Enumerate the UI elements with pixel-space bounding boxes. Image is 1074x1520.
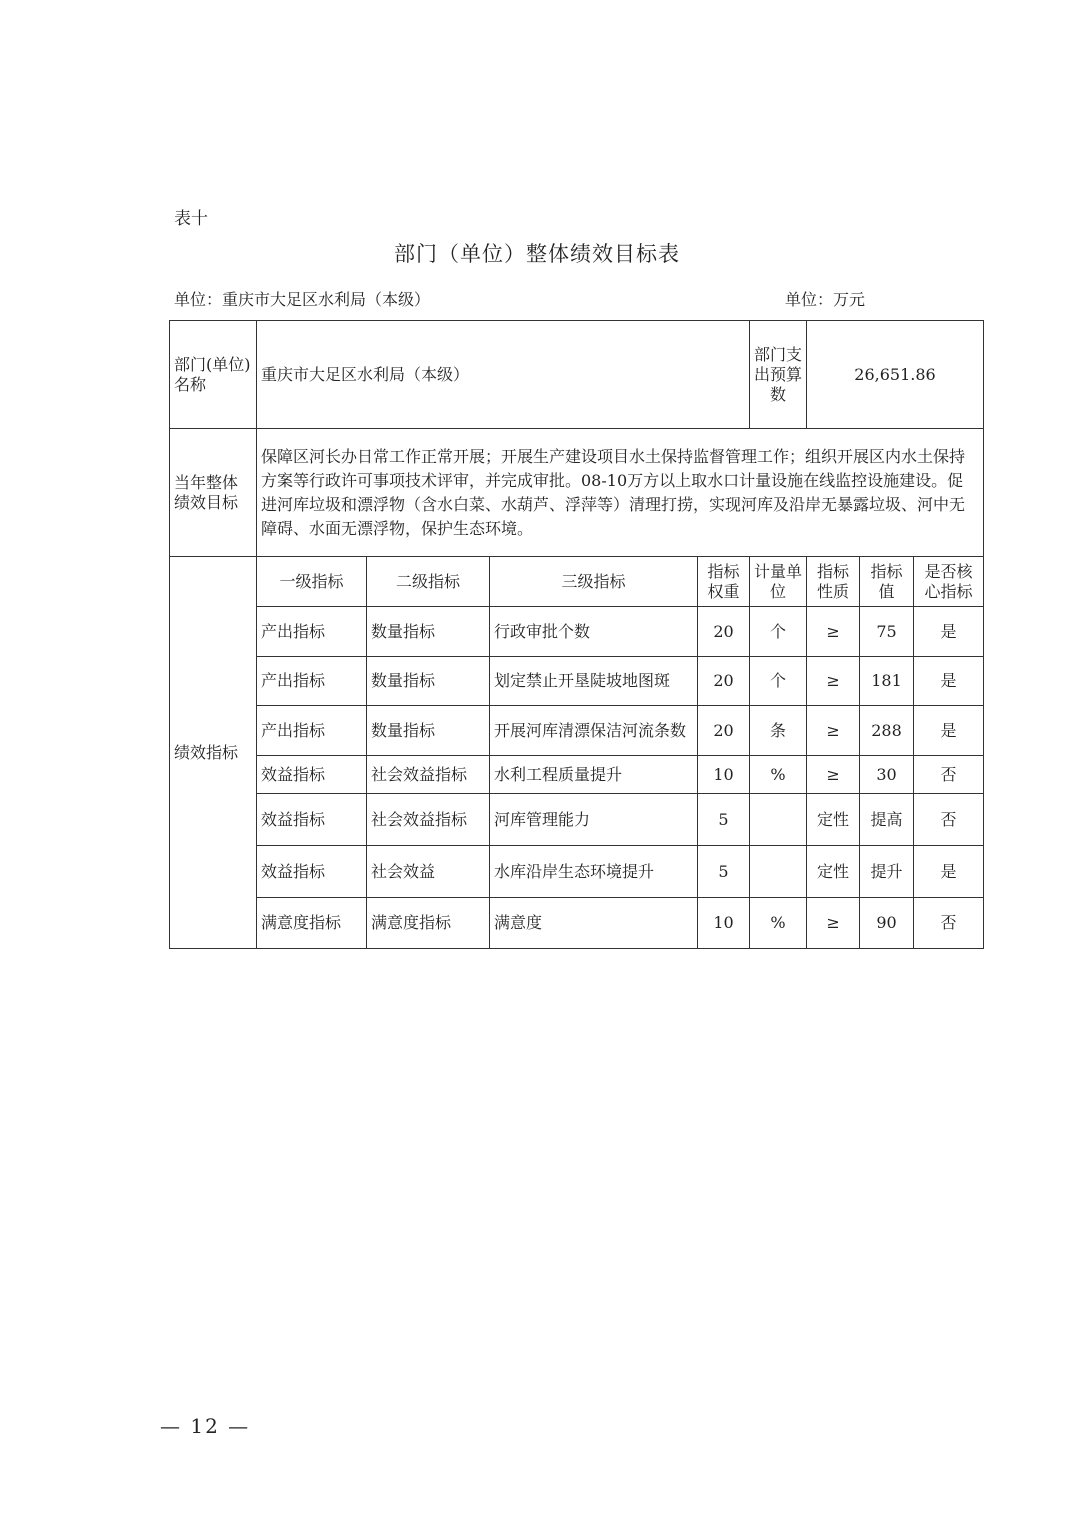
value-cell: 30	[860, 756, 914, 794]
goal-row	[170, 429, 984, 557]
table-row	[170, 706, 984, 756]
column-header: 一级指标	[257, 557, 367, 607]
column-header: 指标性质	[807, 557, 860, 607]
core-cell: 否	[914, 756, 984, 794]
core-cell: 是	[914, 706, 984, 756]
nature-cell: 定性	[807, 794, 860, 846]
level2-cell: 社会效益	[367, 846, 490, 898]
core-cell: 是	[914, 846, 984, 898]
nature-cell: 定性	[807, 846, 860, 898]
core-cell: 是	[914, 607, 984, 657]
table-row	[170, 657, 984, 706]
value-cell: 75	[860, 607, 914, 657]
unit-cell	[750, 846, 807, 898]
currency-unit: 单位：万元	[785, 290, 866, 309]
table-row	[170, 607, 984, 657]
indicator-label: 绩效指标	[170, 557, 257, 949]
weight-cell: 20	[698, 607, 750, 657]
level1-cell: 效益指标	[257, 756, 367, 794]
goal-label: 当年整体绩效目标	[170, 429, 257, 557]
core-cell: 是	[914, 657, 984, 706]
nature-cell: ≥	[807, 756, 860, 794]
dept-row	[170, 321, 984, 429]
weight-cell: 5	[698, 794, 750, 846]
table-row	[170, 898, 984, 949]
dept-label: 部门(单位)名称	[170, 321, 257, 429]
goal-text: 保障区河长办日常工作正常开展；开展生产建设项目水土保持监督管理工作；组织开展区内水土保持方案等行政许可事项技术评审，并完成审批。08-10万方以上取水口计量设施在线监控设施建设。促进河库垃圾和漂浮物（含水白菜、水葫芦、浮萍等）清理打捞，实现河库及沿岸无暴露垃圾、河中无障碍、水面无漂浮物，保护生态环境。	[257, 429, 984, 557]
page-number: — 12 —	[160, 1414, 251, 1438]
column-header: 三级指标	[490, 557, 698, 607]
value-cell: 提高	[860, 794, 914, 846]
level1-cell: 产出指标	[257, 657, 367, 706]
unit-cell: 条	[750, 706, 807, 756]
level1-cell: 效益指标	[257, 846, 367, 898]
value-cell: 181	[860, 657, 914, 706]
column-header: 计量单位	[750, 557, 807, 607]
column-header: 指标权重	[698, 557, 750, 607]
level1-cell: 产出指标	[257, 607, 367, 657]
unit-cell: 个	[750, 607, 807, 657]
weight-cell: 10	[698, 898, 750, 949]
level3-cell: 满意度	[490, 898, 698, 949]
level2-cell: 社会效益指标	[367, 756, 490, 794]
weight-cell: 20	[698, 706, 750, 756]
weight-cell: 10	[698, 756, 750, 794]
level2-cell: 数量指标	[367, 706, 490, 756]
page-title: 部门（单位）整体绩效目标表	[394, 242, 680, 266]
dept-name: 重庆市大足区水利局（本级）	[257, 321, 750, 429]
core-cell: 否	[914, 898, 984, 949]
level3-cell: 行政审批个数	[490, 607, 698, 657]
level3-cell: 河库管理能力	[490, 794, 698, 846]
value-cell: 90	[860, 898, 914, 949]
weight-cell: 20	[698, 657, 750, 706]
value-cell: 288	[860, 706, 914, 756]
level3-cell: 开展河库清漂保洁河流条数	[490, 706, 698, 756]
unit-cell: 个	[750, 657, 807, 706]
table-row	[170, 846, 984, 898]
level1-cell: 满意度指标	[257, 898, 367, 949]
nature-cell: ≥	[807, 607, 860, 657]
column-header: 是否核心指标	[914, 557, 984, 607]
level2-cell: 社会效益指标	[367, 794, 490, 846]
level3-cell: 水库沿岸生态环境提升	[490, 846, 698, 898]
level2-cell: 满意度指标	[367, 898, 490, 949]
table-row	[170, 794, 984, 846]
level3-cell: 划定禁止开垦陡坡地图斑	[490, 657, 698, 706]
column-header: 二级指标	[367, 557, 490, 607]
unit-cell: %	[750, 898, 807, 949]
table-row	[170, 756, 984, 794]
level1-cell: 效益指标	[257, 794, 367, 846]
budget-label: 部门支出预算数	[750, 321, 807, 429]
value-cell: 提升	[860, 846, 914, 898]
weight-cell: 5	[698, 846, 750, 898]
column-header: 指标值	[860, 557, 914, 607]
nature-cell: ≥	[807, 706, 860, 756]
core-cell: 否	[914, 794, 984, 846]
unit-cell	[750, 794, 807, 846]
level3-cell: 水利工程质量提升	[490, 756, 698, 794]
indicator-header-row	[170, 557, 984, 607]
level2-cell: 数量指标	[367, 657, 490, 706]
level1-cell: 产出指标	[257, 706, 367, 756]
table-number: 表十	[174, 209, 208, 229]
nature-cell: ≥	[807, 898, 860, 949]
unit-cell: %	[750, 756, 807, 794]
level2-cell: 数量指标	[367, 607, 490, 657]
unit-name: 单位：重庆市大足区水利局（本级）	[174, 290, 431, 309]
budget-value: 26,651.86	[807, 321, 984, 429]
performance-table	[169, 320, 984, 949]
nature-cell: ≥	[807, 657, 860, 706]
